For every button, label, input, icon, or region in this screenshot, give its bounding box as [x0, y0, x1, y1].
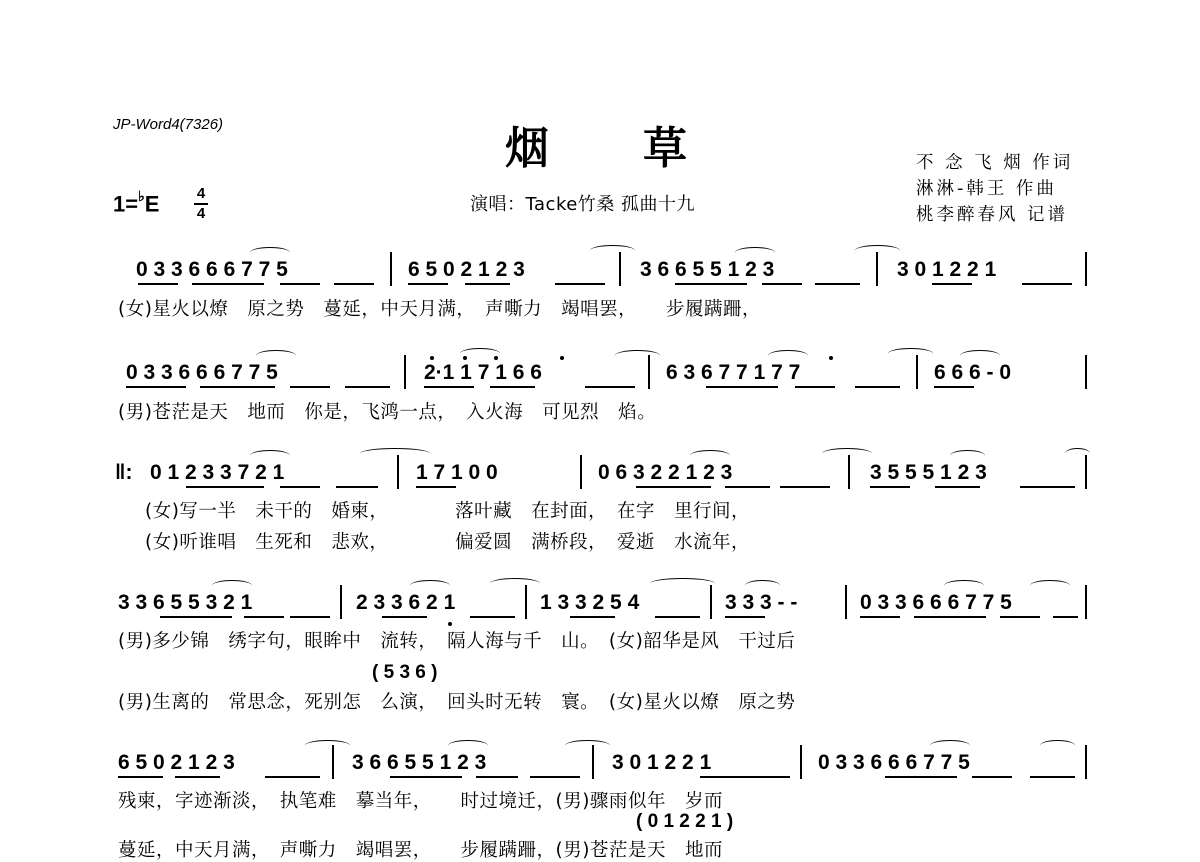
slur	[930, 740, 970, 751]
underline	[476, 776, 518, 778]
underline	[795, 386, 835, 388]
lyric-line: 残柬，字迹渐淡， 执笔难 摹当年， 时过境迁，(男)骤雨似年 岁而	[118, 791, 723, 812]
measure-notes: 6 5 0 2 1 2 3	[408, 258, 525, 281]
measure-notes: 1 3 3 2 5 4	[540, 591, 640, 614]
underline	[935, 486, 980, 488]
barline	[580, 455, 582, 489]
source-label: JP-Word4(7326)	[113, 116, 224, 133]
slur	[690, 450, 730, 461]
underline	[1053, 616, 1078, 618]
high-octave-dot	[430, 356, 434, 360]
repeat-sign: ‖:	[115, 461, 133, 484]
barline	[848, 455, 850, 489]
key-signature	[113, 190, 159, 217]
slur	[855, 245, 900, 256]
barline	[390, 252, 392, 286]
barline	[800, 745, 802, 779]
underline	[555, 283, 605, 285]
underline	[160, 616, 232, 618]
slur	[212, 580, 252, 591]
underline	[408, 283, 448, 285]
underline	[290, 616, 330, 618]
high-octave-dot	[560, 356, 564, 360]
measure-notes: 3 3 6 5 5 3 2 1	[118, 591, 253, 614]
underline	[636, 486, 711, 488]
slur	[410, 580, 450, 591]
underline	[186, 486, 264, 488]
slur	[250, 450, 290, 461]
lyric-line: 蔓延，中天月满， 声嘶力 竭唱罢， 步履蹒跚，(男)苍茫是天 地而	[118, 840, 723, 861]
underline	[490, 386, 535, 388]
slur	[460, 348, 500, 359]
underline	[416, 486, 456, 488]
measure-notes: 0 3 3 6 6 6 7 7 5	[860, 591, 1012, 614]
barline	[340, 585, 342, 619]
barline	[1085, 455, 1087, 489]
slur	[944, 580, 984, 591]
key-label: 1=	[113, 191, 139, 217]
measure-notes: 1 7 1 0 0	[416, 461, 498, 484]
lyricist-credit: 不 念 飞 烟 作词	[916, 153, 1074, 173]
time-top: 4	[196, 185, 206, 202]
slur	[735, 247, 775, 258]
transcriber-credit: 桃李醉春风 记谱	[916, 205, 1069, 225]
measure-notes: 2·1 1 7 1 6 6	[424, 361, 542, 384]
slur	[768, 350, 808, 361]
measure-notes: 0 1 2 3 3 7 2 1	[150, 461, 285, 484]
barline	[1085, 745, 1087, 779]
underline	[932, 283, 972, 285]
underline	[706, 386, 778, 388]
slur	[250, 247, 290, 258]
slur	[256, 350, 296, 361]
barline	[1085, 585, 1087, 619]
key-note: E	[144, 191, 160, 217]
slur	[650, 578, 715, 589]
slur	[615, 350, 660, 361]
barline	[525, 585, 527, 619]
slur	[822, 448, 872, 459]
lyric-line: (女)听谁唱 生死和 悲欢， 偏爱圆 满桥段， 爱逝 水流年，	[145, 532, 750, 553]
measure-notes: 3 6 6 5 5 1 2 3	[640, 258, 775, 281]
measure-notes: 0 3 3 6 6 6 7 7 5	[126, 361, 278, 384]
underline	[762, 283, 802, 285]
underline	[470, 616, 515, 618]
underline	[382, 616, 427, 618]
barline	[1085, 252, 1087, 286]
lyric-line: (女)写一半 未干的 婚柬， 落叶藏 在封面， 在字 里行间，	[145, 501, 750, 522]
barline	[404, 355, 406, 389]
measure-notes: 6 5 0 2 1 2 3	[118, 751, 235, 774]
measure-notes: 2 3 3 6 2 1	[356, 591, 456, 614]
singer-credit: 演唱：Tacke竹桑 孤曲十九	[470, 194, 696, 215]
underline	[265, 776, 320, 778]
underline	[465, 283, 510, 285]
measure-notes: 3 6 6 5 5 1 2 3	[352, 751, 487, 774]
slur	[305, 740, 350, 751]
slur	[1030, 580, 1070, 591]
underline	[280, 486, 320, 488]
slur	[448, 740, 488, 751]
underline	[885, 776, 957, 778]
barline	[916, 355, 918, 389]
time-bottom: 4	[196, 205, 206, 222]
underline	[815, 283, 860, 285]
slur	[745, 580, 780, 591]
underline	[585, 386, 635, 388]
underline	[1020, 486, 1075, 488]
underline	[345, 386, 390, 388]
composer-credit: 淋淋-韩王 作曲	[916, 179, 1057, 199]
measure-notes: 3 0 1 2 2 1	[897, 258, 997, 281]
lyric-line: (男)生离的 常思念，死别怎 么演， 回头时无转 寰。 (女)星火以燎 原之势	[118, 692, 796, 713]
underline	[675, 283, 747, 285]
underline	[1030, 776, 1075, 778]
barline	[1085, 355, 1087, 389]
slur	[888, 348, 933, 359]
slur	[960, 350, 1000, 361]
measure-notes: 3 0 1 2 2 1	[612, 751, 712, 774]
underline	[138, 283, 178, 285]
slur	[1065, 448, 1090, 459]
underline	[192, 283, 264, 285]
underline	[290, 386, 330, 388]
alternate-notes: ( 0 1 2 2 1 )	[636, 811, 734, 832]
lyric-line: (男)多少锦 绣字句，眼眸中 流转， 隔人海与千 山。 (女)韶华是风 干过后	[118, 631, 796, 652]
flat-sign: ♭	[138, 188, 145, 204]
underline	[200, 386, 275, 388]
underline	[126, 386, 186, 388]
slur	[1040, 740, 1075, 751]
slur	[490, 578, 540, 589]
credits	[916, 150, 1073, 228]
barline	[876, 252, 878, 286]
slur	[360, 448, 430, 459]
underline	[118, 776, 163, 778]
slur	[590, 245, 635, 256]
underline	[390, 776, 462, 778]
underline	[424, 386, 474, 388]
underline	[725, 486, 770, 488]
measure-notes: 6 3 6 7 7 1 7 7	[666, 361, 801, 384]
underline	[855, 386, 900, 388]
measure-notes: 3 5 5 5 1 2 3	[870, 461, 987, 484]
lyric-line: (女)星火以燎 原之势 蔓延，中天月满， 声嘶力 竭唱罢， 步履蹒跚，	[118, 299, 761, 320]
barline	[710, 585, 712, 619]
underline	[870, 486, 910, 488]
underline	[934, 386, 974, 388]
measure-notes: 0 3 3 6 6 6 7 7 5	[136, 258, 288, 281]
underline	[655, 616, 700, 618]
barline	[619, 252, 621, 286]
slur	[950, 450, 985, 461]
high-octave-dot	[829, 356, 833, 360]
song-title: 烟 草	[505, 123, 689, 174]
underline	[244, 616, 284, 618]
underline	[175, 776, 220, 778]
measure-notes: 0 3 3 6 6 6 7 7 5	[818, 751, 970, 774]
measure-notes: 6 6 6 - 0	[934, 361, 1012, 384]
slur	[565, 740, 610, 751]
time-signature	[193, 186, 209, 222]
underline	[570, 616, 615, 618]
lyric-line: (男)苍茫是天 地而 你是，飞鸿一点， 入火海 可见烈 焰。	[118, 402, 657, 423]
underline	[530, 776, 580, 778]
alternate-notes: ( 5 3 6 )	[372, 662, 438, 683]
underline	[860, 616, 900, 618]
barline	[845, 585, 847, 619]
low-octave-dot	[448, 622, 452, 626]
underline	[336, 486, 378, 488]
underline	[280, 283, 320, 285]
underline	[1000, 616, 1040, 618]
underline	[334, 283, 374, 285]
measure-notes: 3 3 3 - -	[725, 591, 798, 614]
underline	[1022, 283, 1072, 285]
underline	[914, 616, 986, 618]
underline	[725, 616, 765, 618]
underline	[700, 776, 790, 778]
underline	[972, 776, 1012, 778]
measure-notes: 0 6 3 2 2 1 2 3	[598, 461, 733, 484]
barline	[397, 455, 399, 489]
underline	[780, 486, 830, 488]
